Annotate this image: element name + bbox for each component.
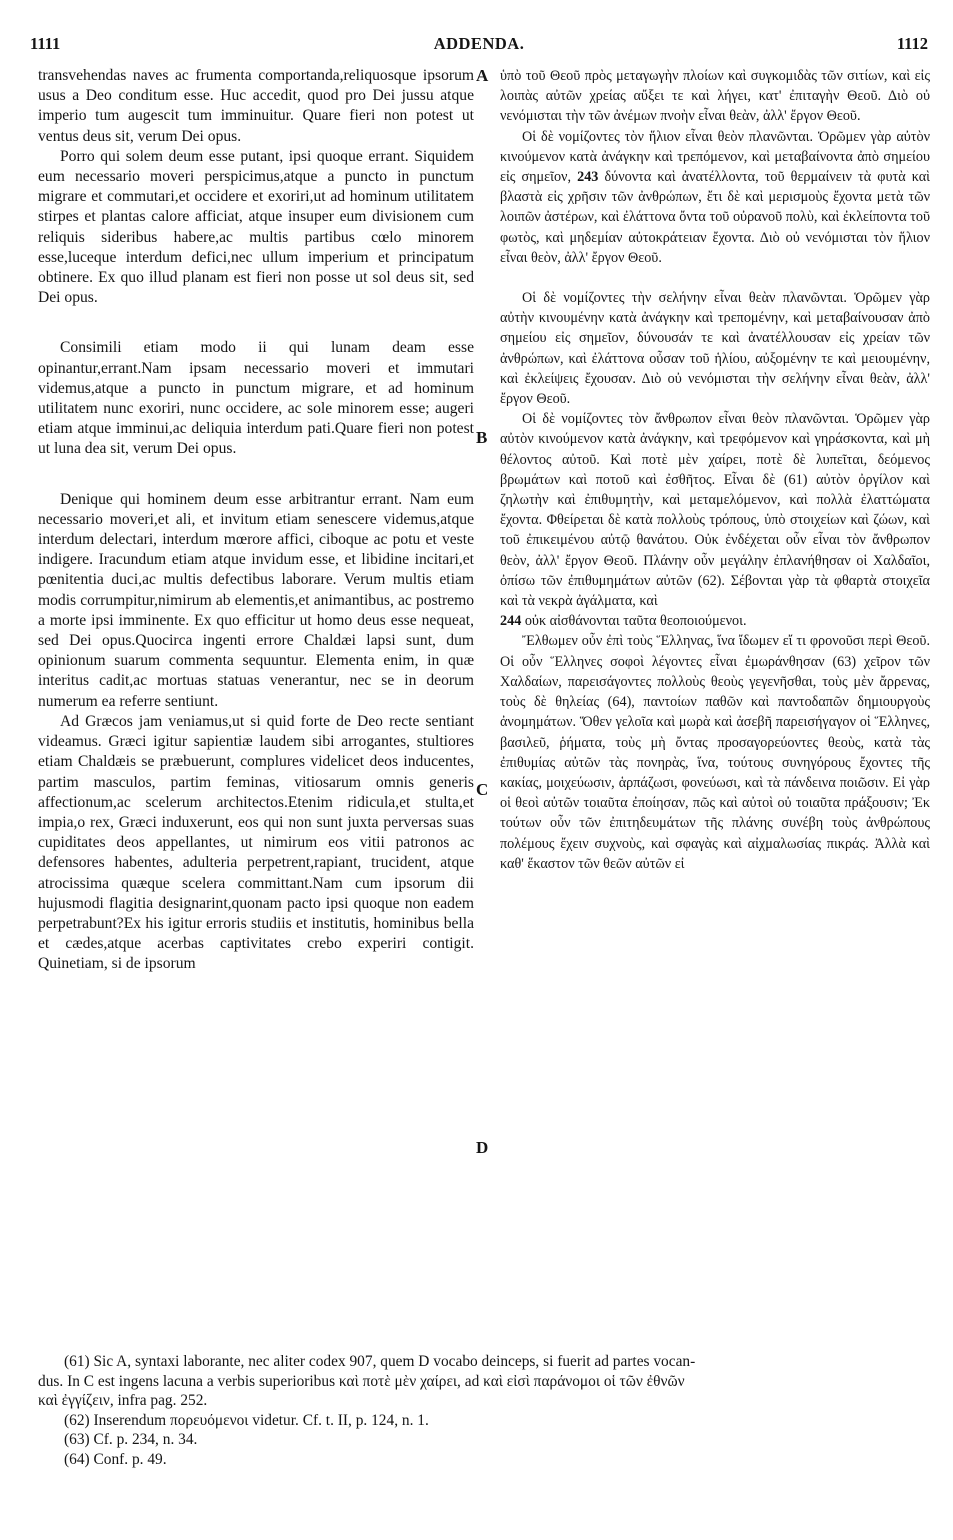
latin-column <box>38 66 474 975</box>
footnote-61-line-3: καὶ ἐγγίζειν, infra pag. 252. <box>38 1392 208 1409</box>
greek-sun-text: Οἱ δὲ νομίζοντες τὸν ἥλιον εἶναι θεὸν πλανῶνται. Ὁρῶμεν γὰρ αὐτὸν κινούμενον κατὰ ἀνάγκην καὶ τρεπόμενον, καὶ μεταβαίνοντα ἀπὸ σημείου εἰς σημεῖον, <box>500 128 930 186</box>
margin-letter-d: D <box>476 1138 489 1157</box>
footnote-61-line-2: dus. In C est ingens lacuna a verbis superioribus καὶ ποτὲ μὲν χαίρει, ad καὶ εἰσὶ παράνομοι οἱ τῶν ἐθνῶν <box>38 1372 685 1390</box>
margin-letter-a: A <box>476 66 489 85</box>
footnote-64: (64) Conf. p. 49. <box>64 1450 167 1468</box>
greek-paragraph-greeks: Ἔλθωμεν οὖν ἐπὶ τοὺς Ἕλληνας, ἵνα ἴδωμεν εἴ τι φρονοῦσι περὶ Θεοῦ. Οἱ οὖν Ἕλληνες σοφοὶ λέγοντες εἶναι ἐμωράνθησαν (63) χεῖρον τῶν Χαλδαίων, παρεισάγοντες πολλοὺς θεοὺς γεγενῆσθαι, τοὺς μὲν ἄρρενας, τοὺς δὲ θηλείας (64), παντοίων παθῶν καὶ παντοδαπῶν δημιουργοὺς ἀνομημάτων. Ὅθεν γελοῖα καὶ μωρὰ καὶ ἀσεβῆ παρεισήγαγον οἱ Ἕλληνες, βασιλεῦ, ῥήματα, τοὺς μὴ ὄντας προσαγορεύοντες θεοὺς, κατὰ τὰς ἐπιθυμίας αὐτῶν τὰς πονηρὰς, ἵνα, τούτους συνηγόρους ἔχοντες τῆς κακίας, μοιχεύωσιν, ἁρπάζωσι, φονεύωσι, καὶ τὰ πάνδεινα ποιῶσιν. Εἰ γὰρ οἱ θεοὶ αὐτῶν τοιαῦτα ἐποίησαν, πῶς καὶ αὐτοὶ οὐ τοιαῦτα πράξουσιν; Ἐκ τούτων οὖν τῶν ἐπιτηδευμάτων τῆς πλάνης συνέβη τοὺς ἀνθρώπους πολέμους ἔχειν συχνοὺς, καὶ σφαγὰς καὶ αἰχμαλωσίας πικράς. Ἀλλὰ καὶ καθ' ἕκαστον τῶν θεῶν αὐτῶν εἰ <box>500 633 930 872</box>
latin-paragraph-sun: Porro qui solem deum esse putant, ipsi quoque errant. Siquidem eum necessario moveri perspicimus,atque a puncto in punctum migrare et commutari,et occidere et exoriri,ut ad hominum utilitatem stirpes et plantas calore afficiat, atque insuper eum divisionem cum reliquis sideribus habere,ac multis partibus cœlo minorem esse,luceque interdum defici,nec ullum imperium et principatum obtinere. Ex quo illud planam est fieri non posse ut sol deus sit, sed Dei opus. <box>38 147 474 307</box>
column-number-244: 244 <box>500 613 522 630</box>
right-page-number: 1112 <box>896 34 928 53</box>
greek-man-text-end: οὐκ αἰσθάνονται ταῦτα θεοποιούμενοι. <box>524 613 747 630</box>
latin-paragraph-moon: Consimili etiam modo ii qui lunam deam esse opinantur,errant.Nam ipsam necessario moveri et immutari videmus,atque a puncto in punctum migrare, et ad hominum utilitatem nunc exoriri, nunc occidere, ac sole minorem esse; augeri etiam atque imminui,ac deliquia interdum pati.Quare fieri non potest ut luna dea sit, verum Dei opus. <box>38 339 474 458</box>
greek-sun-text-cont: δύνοντα καὶ ἀνατέλλοντα, τοῦ θερμαίνειν τὰ φυτὰ καὶ βλαστὰ εἰς χρῆσιν τῶν ἀνθρώπων, ἔτι δὲ καὶ μερισμοὺς ἔχοντα μετὰ τῶν λοιπῶν ἀστέρων, καὶ ἐλάττονα ὄντα τοῦ οὐρανοῦ πολὺ, καὶ ἐκλείποντα τοῦ φωτὸς, καὶ μηδεμίαν αὐτοκράτειαν ἔχοντα. Διὸ οὐ νενόμισται τὸν ἥλιον εἶναι θεὸν, ἀλλ' ἔργον Θεοῦ. <box>500 169 931 266</box>
greek-paragraph-winds: ὑπὸ τοῦ Θεοῦ πρὸς μεταγωγὴν πλοίων καὶ συγκομιδὰς τῶν σιτίων, καὶ εἰς λοιπὰς αὐτῶν χρείας αὔξει τε καὶ λήγει, κατ' ἐπιταγὴν Θεοῦ. Διὸ οὐ νενόμισται τὴν τῶν ἀνέμων πνοὴν εἶναι θεὰν, ἀλλ' ἔργον Θεοῦ. <box>500 68 930 125</box>
latin-paragraph-man: Denique qui hominem deum esse arbitrantur errant. Nam eum necessario moveri,et ali, et invitum etiam senescere videmus,atque interdum delectari, interdum mœrore affici, ciboque ac potu et veste indigere. Iracundum etiam atque invidum esse, et libidine incitari,et pœnitentia duci,ac multis defectibus laborare. Verum multis etiam modis corrumpitur,nimirum ab elementis,et animantibus, ac postremo a morte ipsi imminente. Ex quo efficitur ut homo deus esse nequeat, sed Dei opus.Quocirca ingenti errore Chaldæi lapsi sunt, dum opinionum suarum commenta sequuntur. Elementa enim, in quæ interitus cadit,ac mortuas statuas venerantur, nec se in deorum numerum ea referre sentiunt. <box>38 490 474 710</box>
margin-letter-b: B <box>476 428 488 447</box>
footnote-62: (62) Inserendum πορευόμενοι videtur. Cf. t. II, p. 124, n. 1. <box>64 1411 429 1429</box>
running-title: ADDENDA. <box>433 34 525 53</box>
greek-man-text: Οἱ δὲ νομίζοντες τὸν ἄνθρωπον εἶναι θεὸν πλανῶνται. Ὁρῶμεν γὰρ αὐτὸν κινούμενον κατὰ ἀνάγκην, καὶ τρεφόμενον καὶ γηράσκοντα, καὶ μὴ θέλοντος αὐτοῦ. Καὶ ποτὲ μὲν χαίρει, ποτὲ δὲ λυπεῖται, δεόμενος βρωμάτων καὶ ποτοῦ καὶ ἐσθῆτος. Εἶναι δὲ (61) αὐτὸν ὀργίλον καὶ ζηλωτὴν καὶ ἐπιθυμητὴν, καὶ μεταμελόμενον, καὶ πολλὰ ἐλαττώματα ἔχοντα. Φθείρεται δὲ κατὰ πολλοὺς τρόπους, ὑπὸ στοιχείων καὶ ζώων, καὶ τοῦ ἐπικειμένου αὐτῷ θανάτου. Οὐκ ἐνδέχεται οὖν εἶναι τὸν ἄνθρωπον θεὸν, ἀλλ' ἔργον Θεοῦ. Πλάνην οὖν μεγάλην ἐπλανήθησαν οἱ Χαλδαῖοι, ὀπίσω τῶν ἐπιθυμημάτων αὐτῶν (62). Σέβονται γὰρ τὰ φθαρτὰ στοιχεῖα καὶ τὰ νεκρὰ ἀγάλματα, καὶ <box>500 411 930 610</box>
greek-column <box>500 66 930 874</box>
footnote-63: (63) Cf. p. 234, n. 34. <box>64 1431 198 1448</box>
greek-paragraph-man <box>500 409 930 631</box>
latin-paragraph-winds: transvehendas naves ac frumenta comportanda,reliquosque ipsorum usus a Deo conditum esse. Huc accedit, quod pro Dei jussu atque imperio tum augescit tum imminuitur. Quare fieri non potest ut ventus deus sit, verum Dei opus. <box>38 67 474 145</box>
margin-letter-c: C <box>476 780 489 799</box>
greek-paragraph-sun <box>500 127 930 268</box>
column-number-243: 243 <box>577 169 599 186</box>
footnote-61-line-1: (61) Sic A, syntaxi laborante, nec aliter codex 907, quem D vocabo deinceps, si fuerit ad partes vocan- <box>64 1353 696 1370</box>
left-page-number: 1111 <box>30 34 61 53</box>
greek-paragraph-moon: Οἱ δὲ νομίζοντες τὴν σελήνην εἶναι θεὰν πλανῶνται. Ὁρῶμεν γὰρ αὐτὴν κινουμένην κατὰ ἀνάγκην καὶ τρεπομένην, καὶ μεταβαίνουσαν ἀπὸ σημείου εἰς σημεῖον, δύνουσάν τε καὶ ἀνατέλλουσαν εἰς χρείαν τῶν ἀνθρώπων, καὶ ἐλάττονα οὖσαν τοῦ ἡλίου, αὐξομένην τε καὶ μειουμένην, καὶ ἐκλείψεις ἔχουσαν. Διὸ οὐ νενόμισται τὴν σελήνην εἶναι θεὰν, ἀλλ' ἔργον Θεοῦ. <box>500 290 930 408</box>
footnotes <box>38 1352 930 1469</box>
page-header <box>30 34 928 58</box>
latin-paragraph-greeks: Ad Græcos jam veniamus,ut si quid forte de Deo recte sentiant videamus. Græci igitur sapientiæ laudem sibi arrogantes, stultiores etiam Chaldæis se præbuerunt, complures videlicet deos inducentes, partim masculos, partim feminas, vitiosarum omnis generis affectionum,ac scelerum architectos.Etenim ridicula,et stulta,et impia,o rex, Græci induxerunt, eos qui non sunt juxta perversas suas cupiditates deos appellantes, ut nimirum eos vitii patronos ac defensores habentes, adulteria perpetrent,rapiant, trucident, atque atrocissima quæque scelera committant.Nam cum ipsorum dii hujusmodi flagitia designarint,quonam pacto ipsi quoque non eadem perpetrabunt?Ex his igitur erroris studiis et institutis, hominibus bella et cædes,atque acerbas captivitates crebo experiri contigit. Quinetiam, si de ipsorum <box>38 712 474 973</box>
